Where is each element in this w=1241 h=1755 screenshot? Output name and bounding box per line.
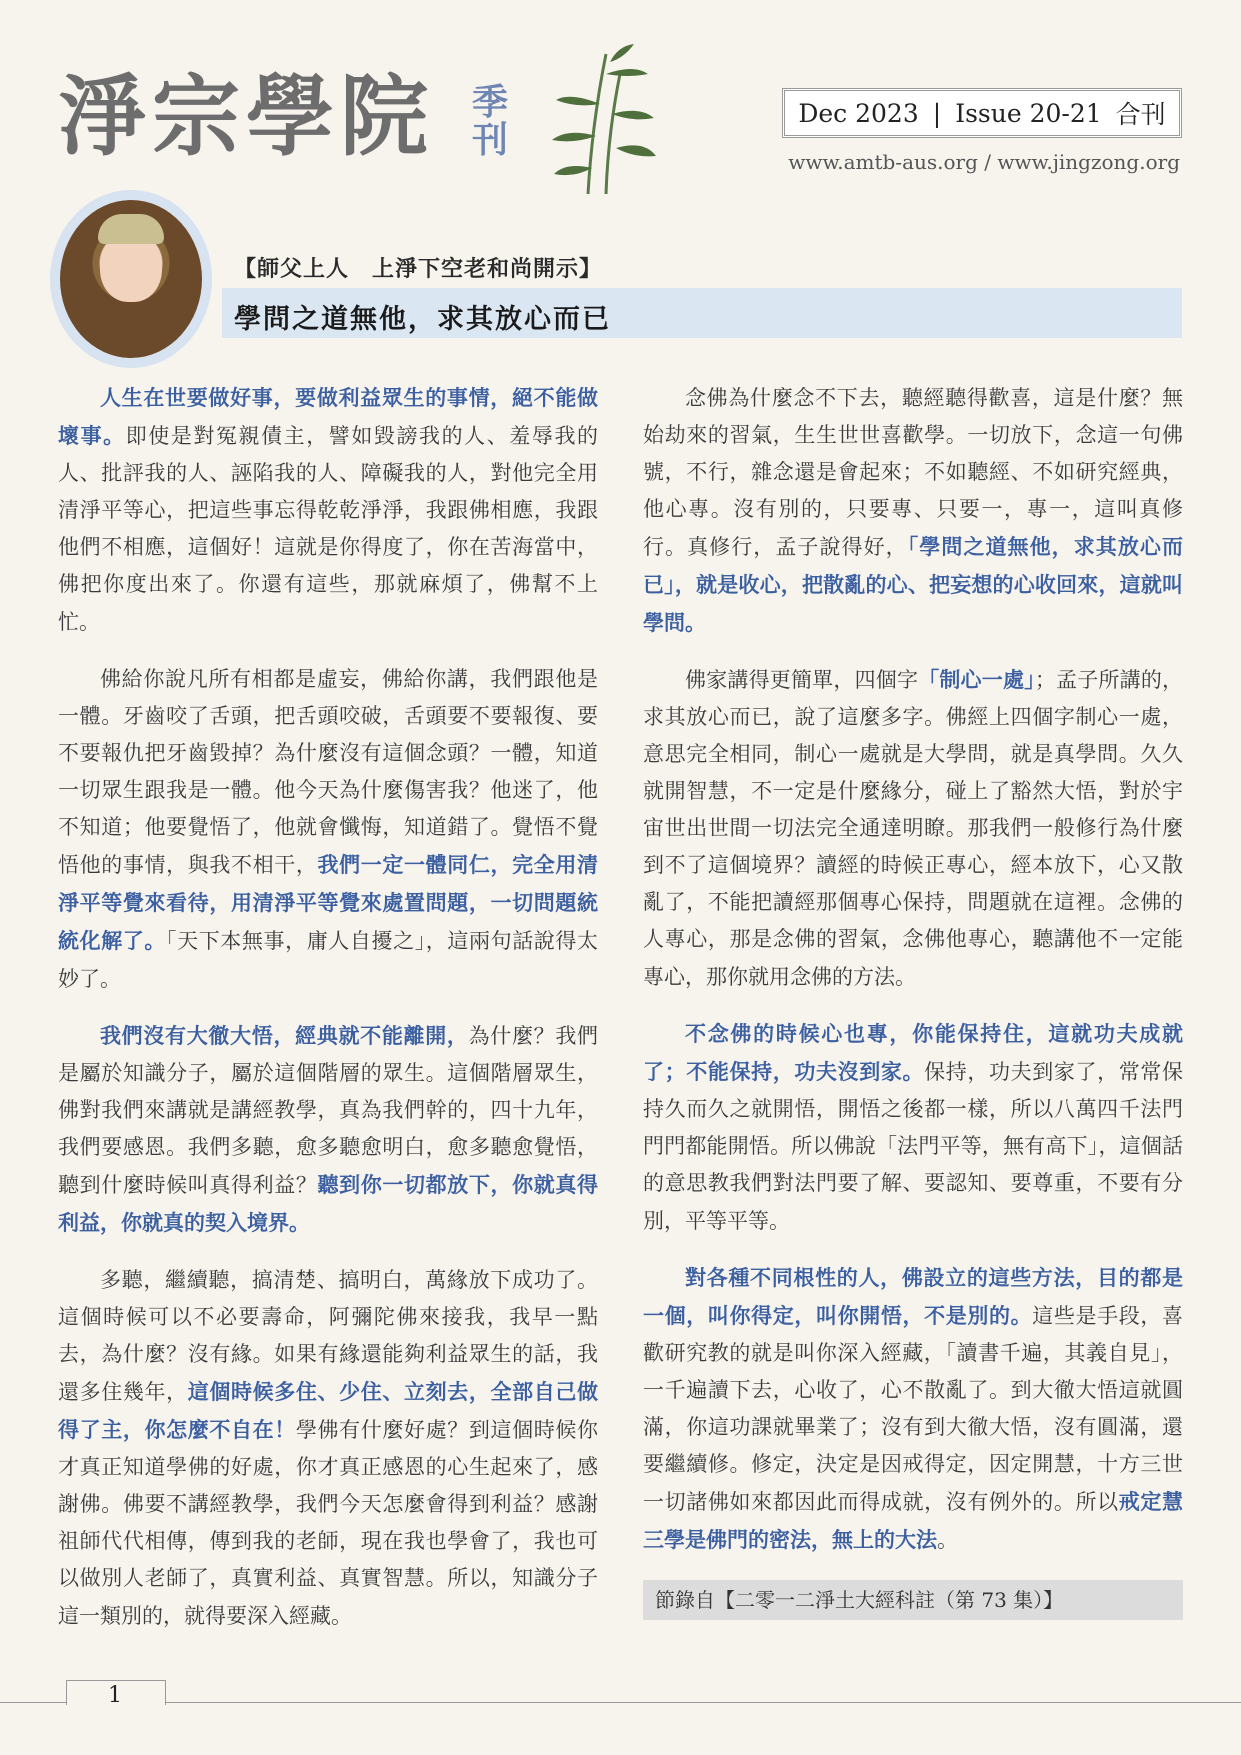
website-links[interactable]: www.amtb-aus.org / www.jingzong.org [788, 150, 1180, 174]
source-note: 節錄自【二零一二淨土大經科註（第 73 集）】 [643, 1580, 1183, 1620]
paragraph: 多聽，繼續聽，搞清楚、搞明白，萬緣放下成功了。這個時候可以不必要壽命，阿彌陀佛來接我，我早一點去，為什麼？沒有緣。如果有緣還能夠利益眾生的話，我還多住幾年，這個時候多住、少住、立刻去，全部自己做得了主，你怎麼不自在！學佛有什麼好處？到這個時候你才真正知道學佛的好處，你才真正感恩的心生起來了，感謝佛。佛要不講經教學，我們今天怎麼會得到利益？感謝祖師代代相傳，傳到我的老師，現在我也學會了，我也可以做別人老師了，真實利益、真實智慧。所以，知識分子這一類別的，就得要深入經藏。 [58, 1268, 598, 1628]
masthead-title: 淨宗學院 [58, 64, 435, 168]
article-title-bar [222, 288, 1182, 338]
masthead-subtitle-top: 季 [471, 81, 508, 123]
footer-rule [0, 1702, 1241, 1703]
paragraph: 不念佛的時候心也專，你能保持住，這就功夫成就了；不能保持，功夫沒到家。保持，功夫到家了，常常保持久而久之就開悟，開悟之後都一樣，所以八萬四千法門門門都能開悟。所以佛說「法門平等，無有高下」，這個話的意思教我們對法門要了解、要認知、要尊重，不要有分別，平等平等。 [643, 1021, 1183, 1233]
masthead-subtitle-bottom: 刊 [471, 118, 508, 161]
page-number: 1 [108, 1683, 122, 1708]
left-column [58, 379, 598, 1654]
issue-number: Issue 20-21 [955, 98, 1102, 128]
article-title: 學問之道無他，求其放心而已 [234, 304, 611, 335]
paragraph: 佛給你說凡所有相都是虛妄，佛給你講，我們跟他是一體。牙齒咬了舌頭，把舌頭咬破，舌頭要不要報復、要不要報仇把牙齒毀掉？為什麼沒有這個念頭？一體，知道一切眾生跟我是一體。他今天為什麼傷害我？他迷了，他不知道；他要覺悟了，他就會懺悔，知道錯了。覺悟不覺悟他的事情，與我不相干，我們一定一體同仁，完全用清淨平等覺來看待，用清淨平等覺來處置問題，一切問題統統化解了。「天下本無事，庸人自擾之」，這兩句話說得太妙了。 [58, 667, 598, 991]
paragraph: 我們沒有大徹大悟，經典就不能離開，為什麼？我們是屬於知識分子，屬於這個階層的眾生。這個階層眾生，佛對我們來講就是講經教學，真為我們幹的，四十九年，我們要感恩。我們多聽，愈多聽愈明白，愈多聽愈覺悟，聽到什麼時候叫真得利益？聽到你一切都放下，你就真得利益，你就真的契入境界。 [58, 1023, 599, 1235]
article-header-label: 【師父上人 上淨下空老和尚開示】 [234, 256, 603, 282]
bamboo-stalk [606, 74, 620, 194]
right-column [643, 379, 1183, 1578]
bamboo-stalk [588, 54, 606, 194]
bamboo-illustration [548, 44, 658, 194]
paragraph: 人生在世要做好事，要做利益眾生的事情，絕不能做壞事。即使是對冤親債主，譬如毀謗我的人、羞辱我的人、批評我的人、誣陷我的人、障礙我的人，對他完全用清淨平等心，把這些事忘得乾乾淨淨，我跟佛相應，我跟他們不相應，這個好！這就是你得度了，你在苦海當中，佛把你度出來了。你還有這些，那就麻煩了，佛幫不上忙。 [58, 385, 599, 634]
paragraph: 對各種不同根性的人，佛設立的這些方法，目的都是一個，叫你得定，叫你開悟，不是別的。這些是手段，喜歡研究教的就是叫你深入經藏，「讀書千遍，其義自見」，一千遍讀下去，心收了，心不散亂了。到大徹大悟這就圓滿，你這功課就畢業了；沒有到大徹大悟，沒有圓滿，還要繼續修。修定，決定是因戒得定，因定開慧，十方三世一切諸佛如來都因此而得成就，沒有例外的。所以戒定慧三學是佛門的密法，無上的大法。 [643, 1265, 1183, 1552]
issue-note: 合刊 [1115, 100, 1166, 129]
paragraph: 佛家講得更簡單，四個字「制心一處」；孟子所講的，求其放心而已，說了這麼多字。佛經上四個字制心一處，意思完全相同，制心一處就是大學問，就是真學問。久久就開智慧，不一定是什麼緣分，碰上了豁然大悟，對於宇宙世出世間一切法完全通達明瞭。那我們一般修行為什麼到不了這個境界？讀經的時候正專心，經本放下，心又散亂了，不能把讀經那個專心保持，問題就在這裡。念佛的人專心，那是念佛的習氣，念佛他專心，聽講他不一定能專心，那你就用念佛的方法。 [643, 667, 1184, 989]
masthead-subtitle [468, 81, 512, 161]
issue-separator: | [932, 98, 942, 128]
master-portrait [60, 200, 202, 358]
issue-box [782, 88, 1182, 138]
paragraph: 念佛為什麼念不下去，聽經聽得歡喜，這是什麼？無始劫來的習氣，生生世世喜歡學。一切放下，念這一句佛號，不行，雜念還是會起來；不如聽經、不如研究經典，他心專。沒有別的，只要專、只要一，專一，這叫真修行。真修行，孟子說得好，「學問之道無他，求其放心而已」，就是收心，把散亂的心、把妄想的心收回來，這就叫學問。 [643, 386, 1183, 635]
issue-date: Dec 2023 [798, 98, 919, 128]
